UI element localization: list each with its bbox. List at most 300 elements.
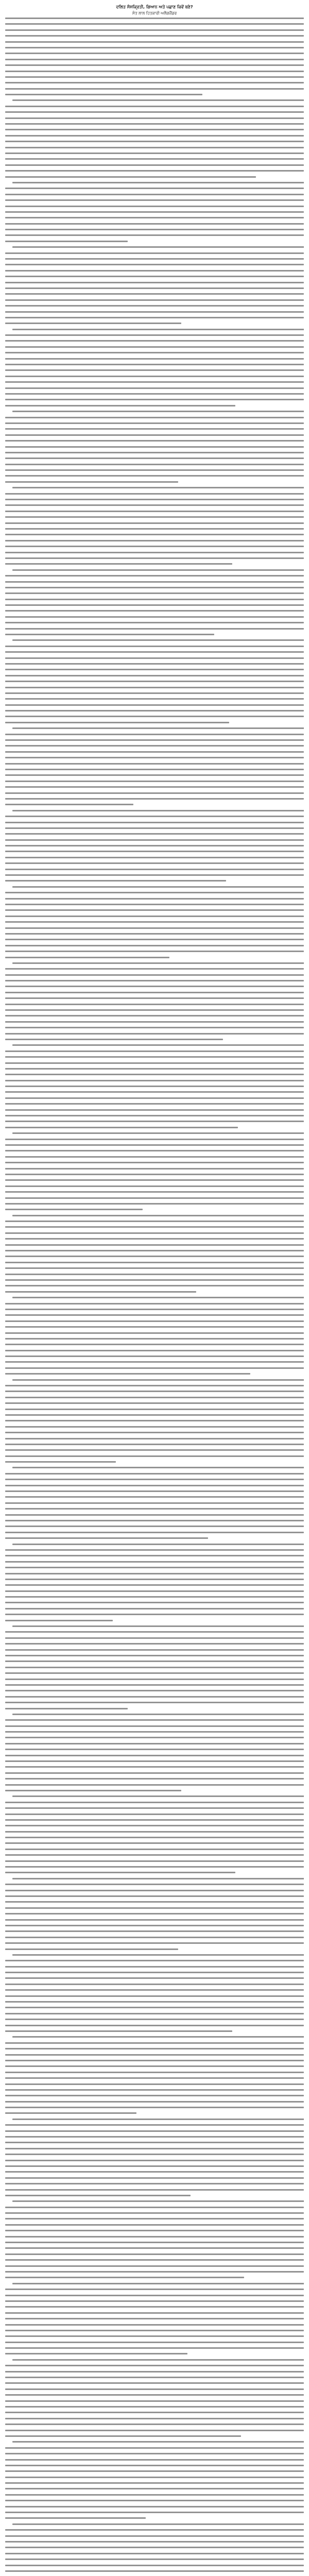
body-text-line — [5, 399, 304, 400]
body-text-line — [5, 2001, 304, 2003]
body-text-line — [5, 2271, 304, 2273]
body-text-line — [5, 1825, 304, 1826]
body-text-line — [5, 1743, 304, 1744]
body-text-line — [5, 1361, 304, 1363]
body-text-line — [5, 2212, 304, 2214]
body-text-line — [5, 704, 304, 706]
body-text-line — [5, 234, 304, 236]
body-text-line — [5, 258, 304, 260]
body-text-line — [5, 1913, 304, 1914]
body-text-line — [5, 346, 304, 348]
body-text-line — [5, 2570, 304, 2572]
body-text-line — [5, 2242, 304, 2243]
body-text-line — [5, 1074, 304, 1075]
body-text-line — [5, 516, 304, 518]
body-text-line — [5, 2065, 304, 2067]
body-text-line — [5, 2171, 304, 2173]
body-text-line — [5, 1942, 304, 1944]
body-text-line — [5, 786, 304, 788]
body-text-line — [12, 2283, 304, 2284]
body-text-line — [5, 951, 304, 952]
body-text-line — [5, 2470, 304, 2472]
body-text-line — [5, 2400, 304, 2402]
body-text-line — [5, 1649, 304, 1651]
body-text-line — [5, 651, 304, 653]
body-text-line — [5, 2177, 304, 2179]
body-text-line — [5, 1930, 304, 1932]
body-text-line — [5, 270, 304, 272]
body-text-line — [5, 716, 304, 717]
body-text-line — [12, 1878, 304, 1879]
body-text-line — [5, 1127, 238, 1128]
body-text-line — [5, 646, 304, 647]
body-text-line — [5, 2112, 136, 2114]
body-text-line — [5, 123, 304, 125]
body-text-line — [5, 1790, 181, 1791]
body-text-line — [5, 997, 304, 999]
body-text-line — [5, 1080, 304, 1081]
body-text-line — [5, 1332, 304, 1334]
body-text-line — [5, 1350, 304, 1351]
body-text-line — [5, 2165, 304, 2167]
body-text-line — [5, 2558, 304, 2560]
body-text-line — [5, 2529, 304, 2531]
body-text-line — [12, 1795, 304, 1797]
body-text-line — [5, 1009, 304, 1011]
body-text-line — [5, 199, 304, 201]
body-text-line — [5, 1719, 304, 1721]
body-text-line — [5, 1414, 304, 1416]
body-text-line — [5, 898, 304, 900]
body-text-line — [5, 2306, 304, 2308]
body-text-line — [5, 974, 304, 976]
body-text-line — [5, 833, 304, 835]
body-text-line — [5, 2136, 304, 2138]
body-text-line — [5, 1696, 304, 1698]
body-text-line — [5, 381, 304, 383]
body-text-line — [12, 639, 304, 641]
body-text-line — [5, 23, 304, 25]
body-text-line — [5, 916, 304, 917]
body-text-line — [5, 698, 304, 700]
body-text-line — [5, 340, 304, 342]
body-text-line — [5, 2541, 304, 2543]
body-text-line — [5, 1866, 304, 1868]
body-text-line — [5, 82, 304, 83]
body-text-line — [5, 1514, 304, 1516]
body-text-line — [5, 1262, 304, 1263]
body-text-line — [5, 1373, 250, 1375]
body-text-line — [5, 957, 169, 958]
body-text-line — [5, 206, 304, 207]
body-text-line — [5, 892, 304, 893]
body-text-line — [5, 1015, 304, 1016]
body-text-line — [5, 170, 304, 172]
body-text-line — [5, 1814, 304, 1815]
body-text-line — [5, 774, 304, 776]
body-text-line — [5, 440, 304, 442]
body-text-line — [5, 2342, 304, 2343]
body-text-line — [5, 1490, 304, 1492]
body-text-line — [5, 2042, 304, 2044]
body-text-line — [5, 2189, 304, 2191]
body-text-line — [5, 446, 304, 448]
body-text-line — [5, 1555, 304, 1556]
body-text-line — [5, 1091, 304, 1093]
body-text-line — [5, 457, 304, 459]
body-text-line — [5, 41, 304, 43]
body-text-line — [5, 364, 304, 365]
body-text-line — [5, 1831, 304, 1833]
body-text-line — [12, 810, 304, 811]
body-text-line — [12, 2359, 304, 2361]
body-text-line — [5, 1485, 304, 1486]
body-text-line — [5, 1948, 178, 1950]
body-text-line — [5, 287, 304, 289]
body-text-line — [5, 106, 304, 107]
body-text-line — [5, 1449, 304, 1451]
body-text-line — [5, 1907, 304, 1909]
body-text-line — [5, 76, 304, 78]
body-text-line — [5, 111, 304, 113]
body-text-line — [5, 1749, 304, 1750]
body-text-line — [5, 1895, 304, 1897]
body-text-line — [5, 2353, 187, 2354]
body-text-line — [5, 282, 304, 283]
body-text-line — [5, 2160, 304, 2161]
body-text-line — [5, 1502, 304, 1504]
body-text-line — [5, 2107, 304, 2108]
body-text-line — [5, 1068, 304, 1070]
body-text-line — [12, 1714, 304, 1715]
body-text-line — [5, 2060, 304, 2061]
body-text-line — [5, 2247, 304, 2249]
body-text-line — [5, 2130, 304, 2132]
body-text-line — [5, 557, 304, 559]
body-text-line — [5, 839, 304, 841]
body-text-line — [5, 634, 214, 635]
body-text-line — [5, 311, 304, 313]
body-text-line — [5, 2072, 304, 2073]
body-text-line — [5, 2154, 304, 2155]
body-text-line — [5, 575, 304, 577]
body-text-line — [5, 393, 304, 395]
body-text-line — [5, 2048, 304, 2049]
body-text-line — [5, 1426, 304, 1428]
body-text-line — [5, 217, 304, 218]
body-text-line — [12, 2036, 304, 2038]
body-text-line — [5, 2482, 304, 2484]
body-text-line — [5, 1397, 304, 1398]
body-text-line — [5, 387, 304, 389]
body-text-line — [5, 2477, 304, 2478]
body-text-line — [5, 563, 232, 565]
body-text-line — [5, 211, 304, 213]
body-text-line — [5, 1725, 304, 1727]
body-text-line — [5, 1303, 304, 1304]
body-text-line — [5, 2459, 304, 2461]
body-text-line — [12, 1297, 304, 1298]
body-text-line — [5, 1221, 304, 1222]
body-text-line — [5, 1256, 304, 1257]
body-text-line — [5, 1226, 304, 1228]
body-text-line — [5, 1584, 304, 1586]
body-text-line — [5, 452, 304, 453]
body-text-line — [5, 164, 304, 166]
body-text-line — [5, 522, 304, 524]
body-text-line — [5, 1174, 304, 1175]
body-text-line — [5, 1185, 304, 1187]
body-text-line — [5, 1062, 304, 1064]
body-text-line — [5, 2025, 304, 2026]
body-text-line — [5, 2054, 304, 2056]
article-byline: ਸੰਤ ਲਾਲ ਹਿਤਕਾਰੀ ਅਲੈਗਜ਼ੈਂਡਰ — [132, 11, 177, 15]
body-text-line — [5, 816, 304, 817]
body-text-line — [5, 2371, 304, 2372]
body-text-line — [5, 469, 304, 471]
body-text-line — [5, 2553, 304, 2554]
body-text-line — [5, 874, 304, 876]
body-text-line — [5, 1837, 304, 1838]
body-text-line — [5, 47, 304, 48]
body-text-line — [5, 1121, 304, 1122]
body-text-line — [5, 880, 226, 882]
body-text-line — [5, 2447, 304, 2449]
body-text-line — [5, 540, 304, 541]
body-text-line — [5, 2500, 304, 2501]
body-text-line — [5, 158, 304, 160]
body-text-line — [5, 2277, 244, 2278]
body-text-line — [5, 2253, 304, 2255]
body-text-line — [5, 2435, 241, 2437]
body-text-line — [5, 64, 304, 66]
body-text-line — [5, 1760, 304, 1762]
body-text-line — [5, 992, 304, 993]
body-text-line — [5, 2318, 304, 2319]
body-text-line — [5, 1432, 304, 1433]
body-text-line — [5, 1890, 304, 1891]
body-text-line — [5, 18, 304, 19]
body-text-line — [5, 781, 304, 782]
body-text-line — [5, 2365, 304, 2366]
body-text-line — [5, 264, 304, 265]
body-text-line — [5, 2324, 304, 2326]
body-text-line — [5, 1338, 304, 1340]
body-text-line — [5, 334, 304, 336]
body-text-line — [5, 1320, 304, 1322]
body-text-line — [5, 376, 304, 377]
body-text-line — [5, 422, 304, 424]
body-text-line — [5, 252, 304, 254]
body-text-line — [5, 2377, 304, 2378]
body-text-line — [12, 1467, 304, 1468]
body-text-line — [5, 1209, 143, 1210]
body-text-line — [5, 1309, 304, 1310]
body-text-line — [5, 1660, 304, 1662]
body-text-line — [5, 546, 304, 547]
body-text-line — [5, 1937, 304, 1938]
body-text-line — [5, 909, 304, 911]
body-text-line — [5, 2424, 304, 2425]
body-text-line — [5, 1860, 304, 1862]
body-text-line — [5, 2295, 304, 2296]
body-text-line — [5, 1984, 304, 1985]
body-text-line — [5, 1438, 304, 1439]
body-text-line — [5, 2030, 232, 2032]
body-text-line — [5, 968, 304, 970]
body-text-line — [5, 792, 304, 794]
body-text-line — [5, 499, 304, 500]
article-body — [5, 18, 304, 2576]
body-text-line — [5, 1608, 304, 1609]
body-text-line — [5, 1344, 304, 1345]
body-text-line — [5, 1655, 304, 1656]
body-text-line — [5, 2095, 304, 2096]
body-text-line — [5, 2101, 304, 2103]
body-text-line — [5, 135, 304, 137]
body-text-line — [5, 1191, 304, 1193]
body-text-line — [5, 2547, 304, 2548]
body-text-line — [5, 845, 304, 846]
body-text-line — [5, 35, 304, 37]
body-text-line — [12, 246, 304, 248]
body-text-line — [5, 604, 304, 606]
body-text-line — [12, 1132, 304, 1134]
body-text-line — [5, 1901, 304, 1903]
body-text-line — [5, 1854, 304, 1856]
body-text-line — [5, 1232, 304, 1234]
body-text-line — [5, 1573, 304, 1574]
body-text-line — [5, 1385, 304, 1386]
body-text-line — [5, 293, 304, 295]
body-text-line — [5, 1156, 304, 1158]
body-text-line — [5, 921, 304, 923]
article — [5, 4, 304, 2576]
body-text-line — [5, 504, 304, 506]
body-text-line — [5, 1056, 304, 1058]
body-text-line — [5, 1596, 304, 1598]
body-text-line — [12, 329, 304, 330]
body-text-line — [5, 1784, 304, 1786]
body-text-line — [5, 1250, 304, 1251]
body-text-line — [5, 29, 304, 31]
body-text-line — [5, 1960, 304, 1961]
body-text-line — [5, 2465, 304, 2466]
body-text-line — [5, 2418, 304, 2419]
article-title: ਦਲਿਤ ਸੰਸਕ੍ਰਿਤੀ, ਗਿਆਨ ਅਤੇ ਪਛਾਣ ਕਿਵੇਂ ਬਣੇ? — [116, 5, 193, 9]
body-text-line — [5, 417, 304, 418]
body-text-line — [5, 1925, 304, 1926]
body-text-line — [5, 681, 304, 682]
body-text-line — [5, 1279, 304, 1281]
body-text-line — [5, 1115, 304, 1116]
body-text-line — [5, 241, 128, 242]
body-text-line — [5, 1097, 304, 1099]
body-text-line — [5, 1027, 304, 1028]
body-text-line — [5, 1197, 304, 1199]
body-text-line — [5, 1849, 304, 1850]
body-text-line — [5, 71, 304, 72]
body-text-line — [5, 2494, 304, 2496]
body-text-line — [5, 2195, 191, 2196]
body-text-line — [5, 657, 304, 659]
body-text-line — [5, 317, 304, 318]
body-text-line — [5, 1291, 196, 1293]
body-text-line — [12, 487, 304, 488]
body-text-line — [5, 2224, 304, 2226]
body-text-line — [5, 2412, 304, 2413]
body-text-line — [5, 1842, 304, 1844]
body-text-line — [5, 1203, 304, 1205]
body-text-line — [5, 1520, 304, 1521]
body-text-line — [5, 1004, 304, 1005]
body-text-line — [12, 99, 304, 101]
body-text-line — [5, 2207, 304, 2208]
body-text-line — [5, 1679, 304, 1680]
body-text-line — [5, 1872, 235, 1873]
body-text-line — [5, 1508, 304, 1510]
article-body-text-block — [5, 18, 304, 2576]
body-text-line — [5, 2430, 304, 2431]
body-text-line — [5, 1672, 304, 1674]
body-text-line — [12, 886, 304, 888]
body-text-line — [5, 857, 304, 858]
body-text-line — [5, 2265, 304, 2267]
body-text-line — [5, 1244, 304, 1246]
body-text-line — [5, 1755, 304, 1756]
body-text-line — [5, 980, 304, 981]
body-text-line — [5, 1455, 304, 1457]
body-text-line — [5, 481, 178, 483]
body-text-line — [12, 2441, 304, 2443]
body-text-line — [5, 299, 304, 301]
body-text-line — [5, 369, 304, 371]
body-text-line — [5, 1590, 304, 1592]
body-text-line — [5, 129, 304, 130]
body-text-line — [5, 323, 181, 324]
body-text-line — [5, 1567, 304, 1568]
body-text-line — [5, 2535, 304, 2537]
body-text-line — [5, 276, 304, 277]
body-text-line — [5, 1631, 304, 1633]
body-text-line — [5, 1150, 304, 1151]
body-text-line — [5, 2453, 304, 2454]
body-text-line — [5, 1168, 304, 1170]
body-text-line — [12, 182, 304, 183]
body-text-line — [5, 687, 304, 688]
body-text-line — [12, 1215, 304, 1216]
body-text-line — [5, 1708, 128, 1709]
body-text-line — [5, 1021, 304, 1023]
body-text-line — [5, 2019, 304, 2020]
body-text-line — [5, 862, 304, 864]
body-text-line — [5, 2124, 304, 2126]
body-text-line — [5, 827, 304, 829]
body-text-line — [5, 622, 304, 623]
body-text-line — [5, 1473, 304, 1475]
body-text-line — [5, 1737, 304, 1738]
body-text-line — [5, 2236, 304, 2238]
body-text-line — [5, 1238, 304, 1240]
body-text-line — [5, 1690, 304, 1691]
body-text-line — [5, 751, 304, 753]
body-text-line — [5, 1162, 304, 1163]
body-text-line — [5, 464, 304, 465]
body-text-line — [5, 1144, 304, 1146]
body-text-line — [5, 2335, 304, 2337]
body-text-line — [12, 2523, 304, 2525]
body-text-line — [12, 727, 304, 729]
